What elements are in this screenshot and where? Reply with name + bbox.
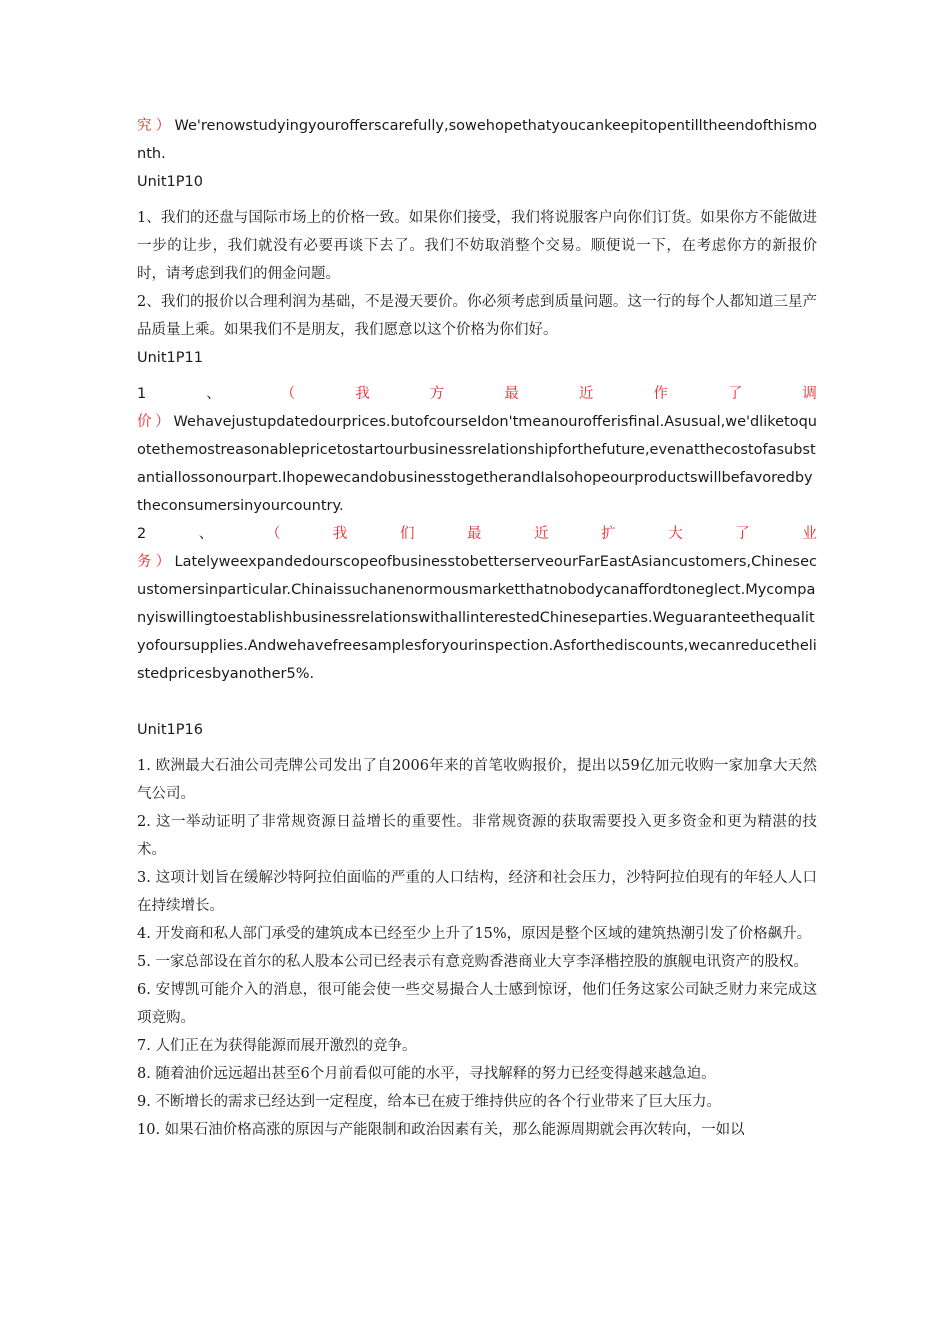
p11-item-2-title-char: 大 xyxy=(668,526,683,542)
p11-item-2-title-char: （ xyxy=(265,526,281,542)
p16-item: 6. 安博凯可能介入的消息，很可能会使一些交易撮合人士感到惊讶，他们任务这家公司缺乏财力来完成这项竞购。 xyxy=(137,982,817,1026)
p10-item-1: 1、我们的还盘与国际市场上的价格一致。如果你们接受，我们将说服客户向你们订货。如果你方不能做进一步的让步，我们就没有必要再谈下去了。我们不妨取消整个交易。顺便说一下，在考虑你方的新报价时，请考虑到我们的佣金问题。 xyxy=(137,210,817,282)
p11-item-2-title-char: 了 xyxy=(735,526,750,542)
heading-unit-p10: Unit1P10 xyxy=(137,174,203,190)
p16-item: 10. 如果石油价格高涨的原因与产能限制和政治因素有关，那么能源周期就会再次转向，一如以 xyxy=(137,1122,745,1138)
p11-item-1-title-line xyxy=(137,380,817,408)
intro-paragraph xyxy=(137,112,817,168)
p11-item-2-title-char: 们 xyxy=(399,526,415,542)
p11-item-1-title-char: 近 xyxy=(578,386,594,402)
p11-item-1-text: Wehavejustupdatedourprices.butofcourseIdon'tmeanourofferisfinal.Asusual,we'dliketoquotethemostreasonablepricetostartourbusinessrelationshipforthefuture,evenatthecostofasubstantiallossonourpart.IhopewecandobusinesstogetherandIalsohopeourproductswillbefavoredbytheconsumersinyourcountry. xyxy=(137,414,817,514)
p11-item-2-title-end: 务） xyxy=(137,554,175,570)
p11-item-1-title-char: （ xyxy=(280,386,296,402)
intro-red-lead: 究） xyxy=(137,118,175,134)
p16-item: 2. 这一举动证明了非常规资源日益增长的重要性。非常规资源的获取需要投入更多资金和更为精湛的技术。 xyxy=(137,814,817,858)
p16-item: 1. 欧洲最大石油公司壳牌公司发出了自2006年来的首笔收购报价，提出以59亿加元收购一家加拿大天然气公司。 xyxy=(137,758,817,802)
p11-item-2-number: 2 xyxy=(137,526,147,542)
document-page xyxy=(137,112,817,1144)
p11-item-1-title-char: 了 xyxy=(727,386,743,402)
p16-item: 9. 不断增长的需求已经达到一定程度，给本已在疲于维持供应的各个行业带来了巨大压力。 xyxy=(137,1094,721,1110)
p11-item-1-title-char: 作 xyxy=(653,386,668,402)
p11-item-1-number: 1 xyxy=(137,386,147,402)
p11-item-2-title-char: 扩 xyxy=(601,526,616,542)
p11-item-2-title-char: 我 xyxy=(332,526,348,542)
intro-text: We'renowstudyingyourofferscarefully,sowehopethatyoucankeepitopentilltheendofthismonth. xyxy=(137,118,817,162)
p16-item: 7. 人们正在为获得能源而展开激烈的竞争。 xyxy=(137,1038,417,1054)
p10-item-2: 2、我们的报价以合理利润为基础，不是漫天要价。你必须考虑到质量问题。这一行的每个人都知道三星产品质量上乘。如果我们不是朋友，我们愿意以这个价格为你们好。 xyxy=(137,294,817,338)
p11-item-2-title-char: 最 xyxy=(467,526,482,542)
p11-item-2-title-char: 业 xyxy=(802,526,817,542)
p11-item-1-body xyxy=(137,408,817,520)
p16-item: 8. 随着油价远远超出甚至6个月前看似可能的水平，寻找解释的努力已经变得越来越急迫。 xyxy=(137,1066,716,1082)
p11-item-1-title-char: 调 xyxy=(802,386,817,402)
p11-item-2-body xyxy=(137,548,817,688)
heading-unit-p11: Unit1P11 xyxy=(137,350,203,366)
p11-item-1-separator: 、 xyxy=(206,386,221,402)
heading-unit-p16: Unit1P16 xyxy=(137,722,203,738)
p11-item-2-separator: 、 xyxy=(198,526,214,542)
p16-item: 4. 开发商和私人部门承受的建筑成本已经至少上升了15%，原因是整个区域的建筑热潮引发了价格飙升。 xyxy=(137,926,812,942)
p11-item-1-title-end: 价） xyxy=(137,414,174,430)
p11-item-1-title-char: 最 xyxy=(504,386,519,402)
p11-item-2-text: LatelyweexpandedourscopeofbusinesstobetterserveourFarEastAsiancustomers,Chinesecustomersinparticular.Chinaissuchanenormousmarketthatnobodycanaffordtoneglect.MycompanyiswillingtoestablishbusinessrelationswithallinterestedChineseparties.Weguaranteethequalityofoursupplies.Andwehavefreesamplesforyourinspection.Asforthediscounts,wecanreducethelistedpricesbyanother5%. xyxy=(137,554,817,682)
p16-item: 3. 这项计划旨在缓解沙特阿拉伯面临的严重的人口结构，经济和社会压力，沙特阿拉伯现有的年轻人人口在持续增长。 xyxy=(137,870,817,914)
p11-item-1-title-char: 我 xyxy=(355,386,370,402)
p11-item-2-title-char: 近 xyxy=(534,526,549,542)
p11-item-2-title-line xyxy=(137,520,817,548)
p16-item: 5. 一家总部设在首尔的私人股本公司已经表示有意竞购香港商业大亨李泽楷控股的旗舰电讯资产的股权。 xyxy=(137,954,808,970)
p11-item-1-title-char: 方 xyxy=(429,386,445,402)
